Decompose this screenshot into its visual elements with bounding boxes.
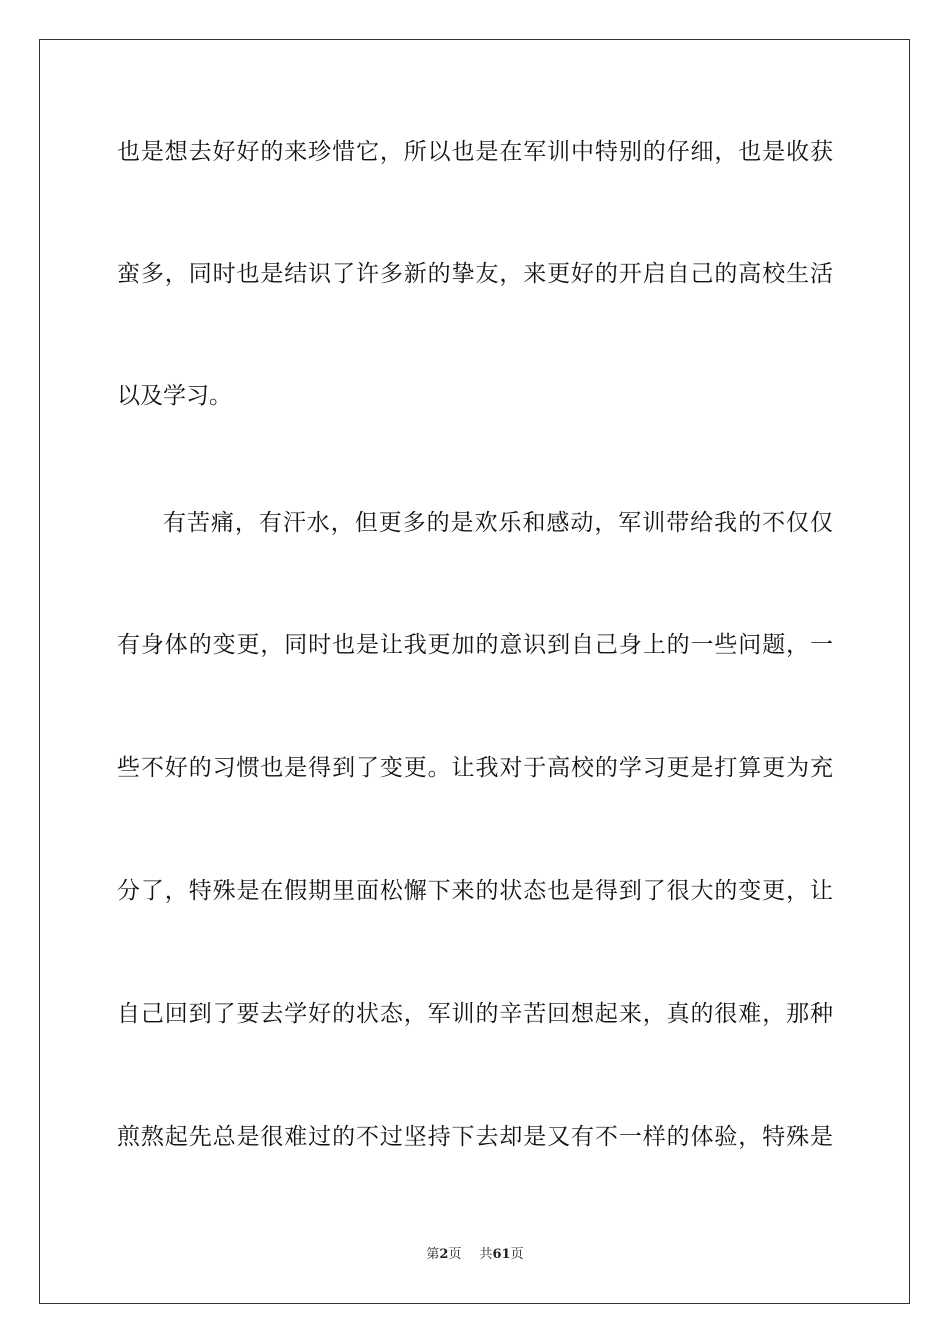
- page-border: [39, 39, 910, 1304]
- paragraph-line-9: 煎熬起先总是很难过的不过坚持下去却是又有不一样的体验，特殊是: [117, 1124, 833, 1150]
- paragraph-line-6: 些不好的习惯也是得到了变更。让我对于高校的学习更是打算更为充: [117, 755, 833, 781]
- paragraph-line-3: 以及学习。: [117, 383, 232, 409]
- paragraph-line-4: 有苦痛，有汗水，但更多的是欢乐和感动，军训带给我的不仅仅: [163, 510, 833, 536]
- page-number: 2: [439, 1247, 449, 1262]
- total-prefix: 共: [479, 1247, 493, 1262]
- paragraph-line-8: 自己回到了要去学好的状态，军训的辛苦回想起来，真的很难，那种: [117, 1001, 833, 1027]
- page-prefix: 第: [426, 1247, 440, 1262]
- page-suffix: 页: [448, 1247, 462, 1262]
- total-suffix: 页: [510, 1247, 524, 1262]
- paragraph-line-1: 也是想去好好的来珍惜它，所以也是在军训中特别的仔细，也是收获: [117, 139, 833, 165]
- paragraph-line-5: 有身体的变更，同时也是让我更加的意识到自己身上的一些问题，一: [117, 632, 833, 658]
- paragraph-line-2: 蛮多，同时也是结识了许多新的挚友，来更好的开启自己的高校生活: [117, 261, 833, 287]
- page-footer: [0, 1247, 950, 1263]
- total-pages: 61: [492, 1247, 511, 1262]
- paragraph-line-7: 分了，特殊是在假期里面松懈下来的状态也是得到了很大的变更，让: [117, 878, 833, 904]
